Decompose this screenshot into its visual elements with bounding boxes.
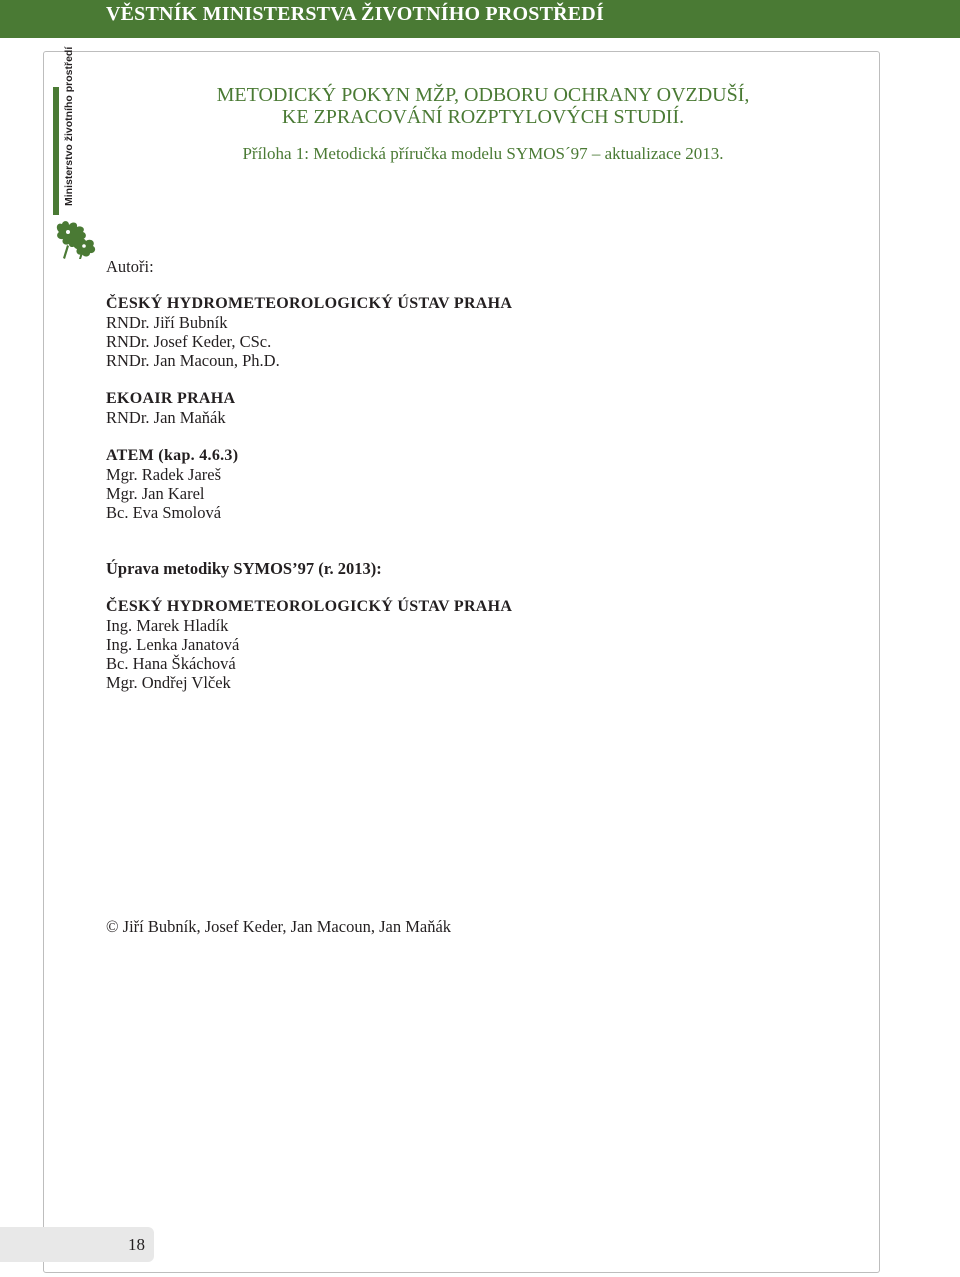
author-name: RNDr. Jan Maňák — [106, 408, 226, 427]
ministry-logo-text: Ministerstvo životního prostředí — [63, 46, 75, 206]
reviser-name: Mgr. Ondřej Vlček — [106, 673, 231, 692]
copyright-notice: © Jiří Bubník, Josef Keder, Jan Macoun, Jan Maňák — [106, 917, 452, 936]
document-title-line-2: KE ZPRACOVÁNÍ ROZPTYLOVÝCH STUDIÍ. — [281, 106, 685, 128]
document-title — [213, 84, 753, 128]
page-number: 18 — [128, 1235, 145, 1254]
authors-label: Autoři: — [106, 257, 154, 276]
org-chmi-revision: ČESKÝ HYDROMETEOROLOGICKÝ ÚSTAV PRAHA — [106, 598, 513, 615]
author-name: Mgr. Jan Karel — [106, 484, 205, 503]
author-name: Mgr. Radek Jareš — [106, 465, 222, 484]
logo-bar — [53, 87, 59, 215]
author-name: RNDr. Jan Macoun, Ph.D. — [106, 351, 280, 370]
document-subtitle: Příloha 1: Metodická příručka modelu SYMOS´97 – aktualizace 2013. — [242, 144, 724, 163]
author-name: Bc. Eva Smolová — [106, 503, 222, 522]
document-title-line-1: METODICKÝ POKYN MŽP, ODBORU OCHRANY OVZDUŠÍ, — [216, 84, 750, 106]
revision-heading: Úprava metodiky SYMOS’97 (r. 2013): — [106, 559, 382, 578]
oak-leaf-logo-icon — [51, 218, 99, 260]
reviser-name: Ing. Marek Hladík — [106, 616, 229, 635]
org-ekoair: EKOAIR PRAHA — [106, 390, 236, 407]
org-atem: ATEM (kap. 4.6.3) — [106, 447, 239, 464]
reviser-name: Ing. Lenka Janatová — [106, 635, 240, 654]
header-bar — [0, 0, 960, 38]
org-chmi: ČESKÝ HYDROMETEOROLOGICKÝ ÚSTAV PRAHA — [106, 295, 513, 312]
reviser-name: Bc. Hana Škáchová — [106, 654, 236, 673]
header-title: VĚSTNÍK MINISTERSTVA ŽIVOTNÍHO PROSTŘEDÍ — [106, 3, 604, 25]
author-name: RNDr. Josef Keder, CSc. — [106, 332, 272, 351]
author-name: RNDr. Jiří Bubník — [106, 313, 228, 332]
